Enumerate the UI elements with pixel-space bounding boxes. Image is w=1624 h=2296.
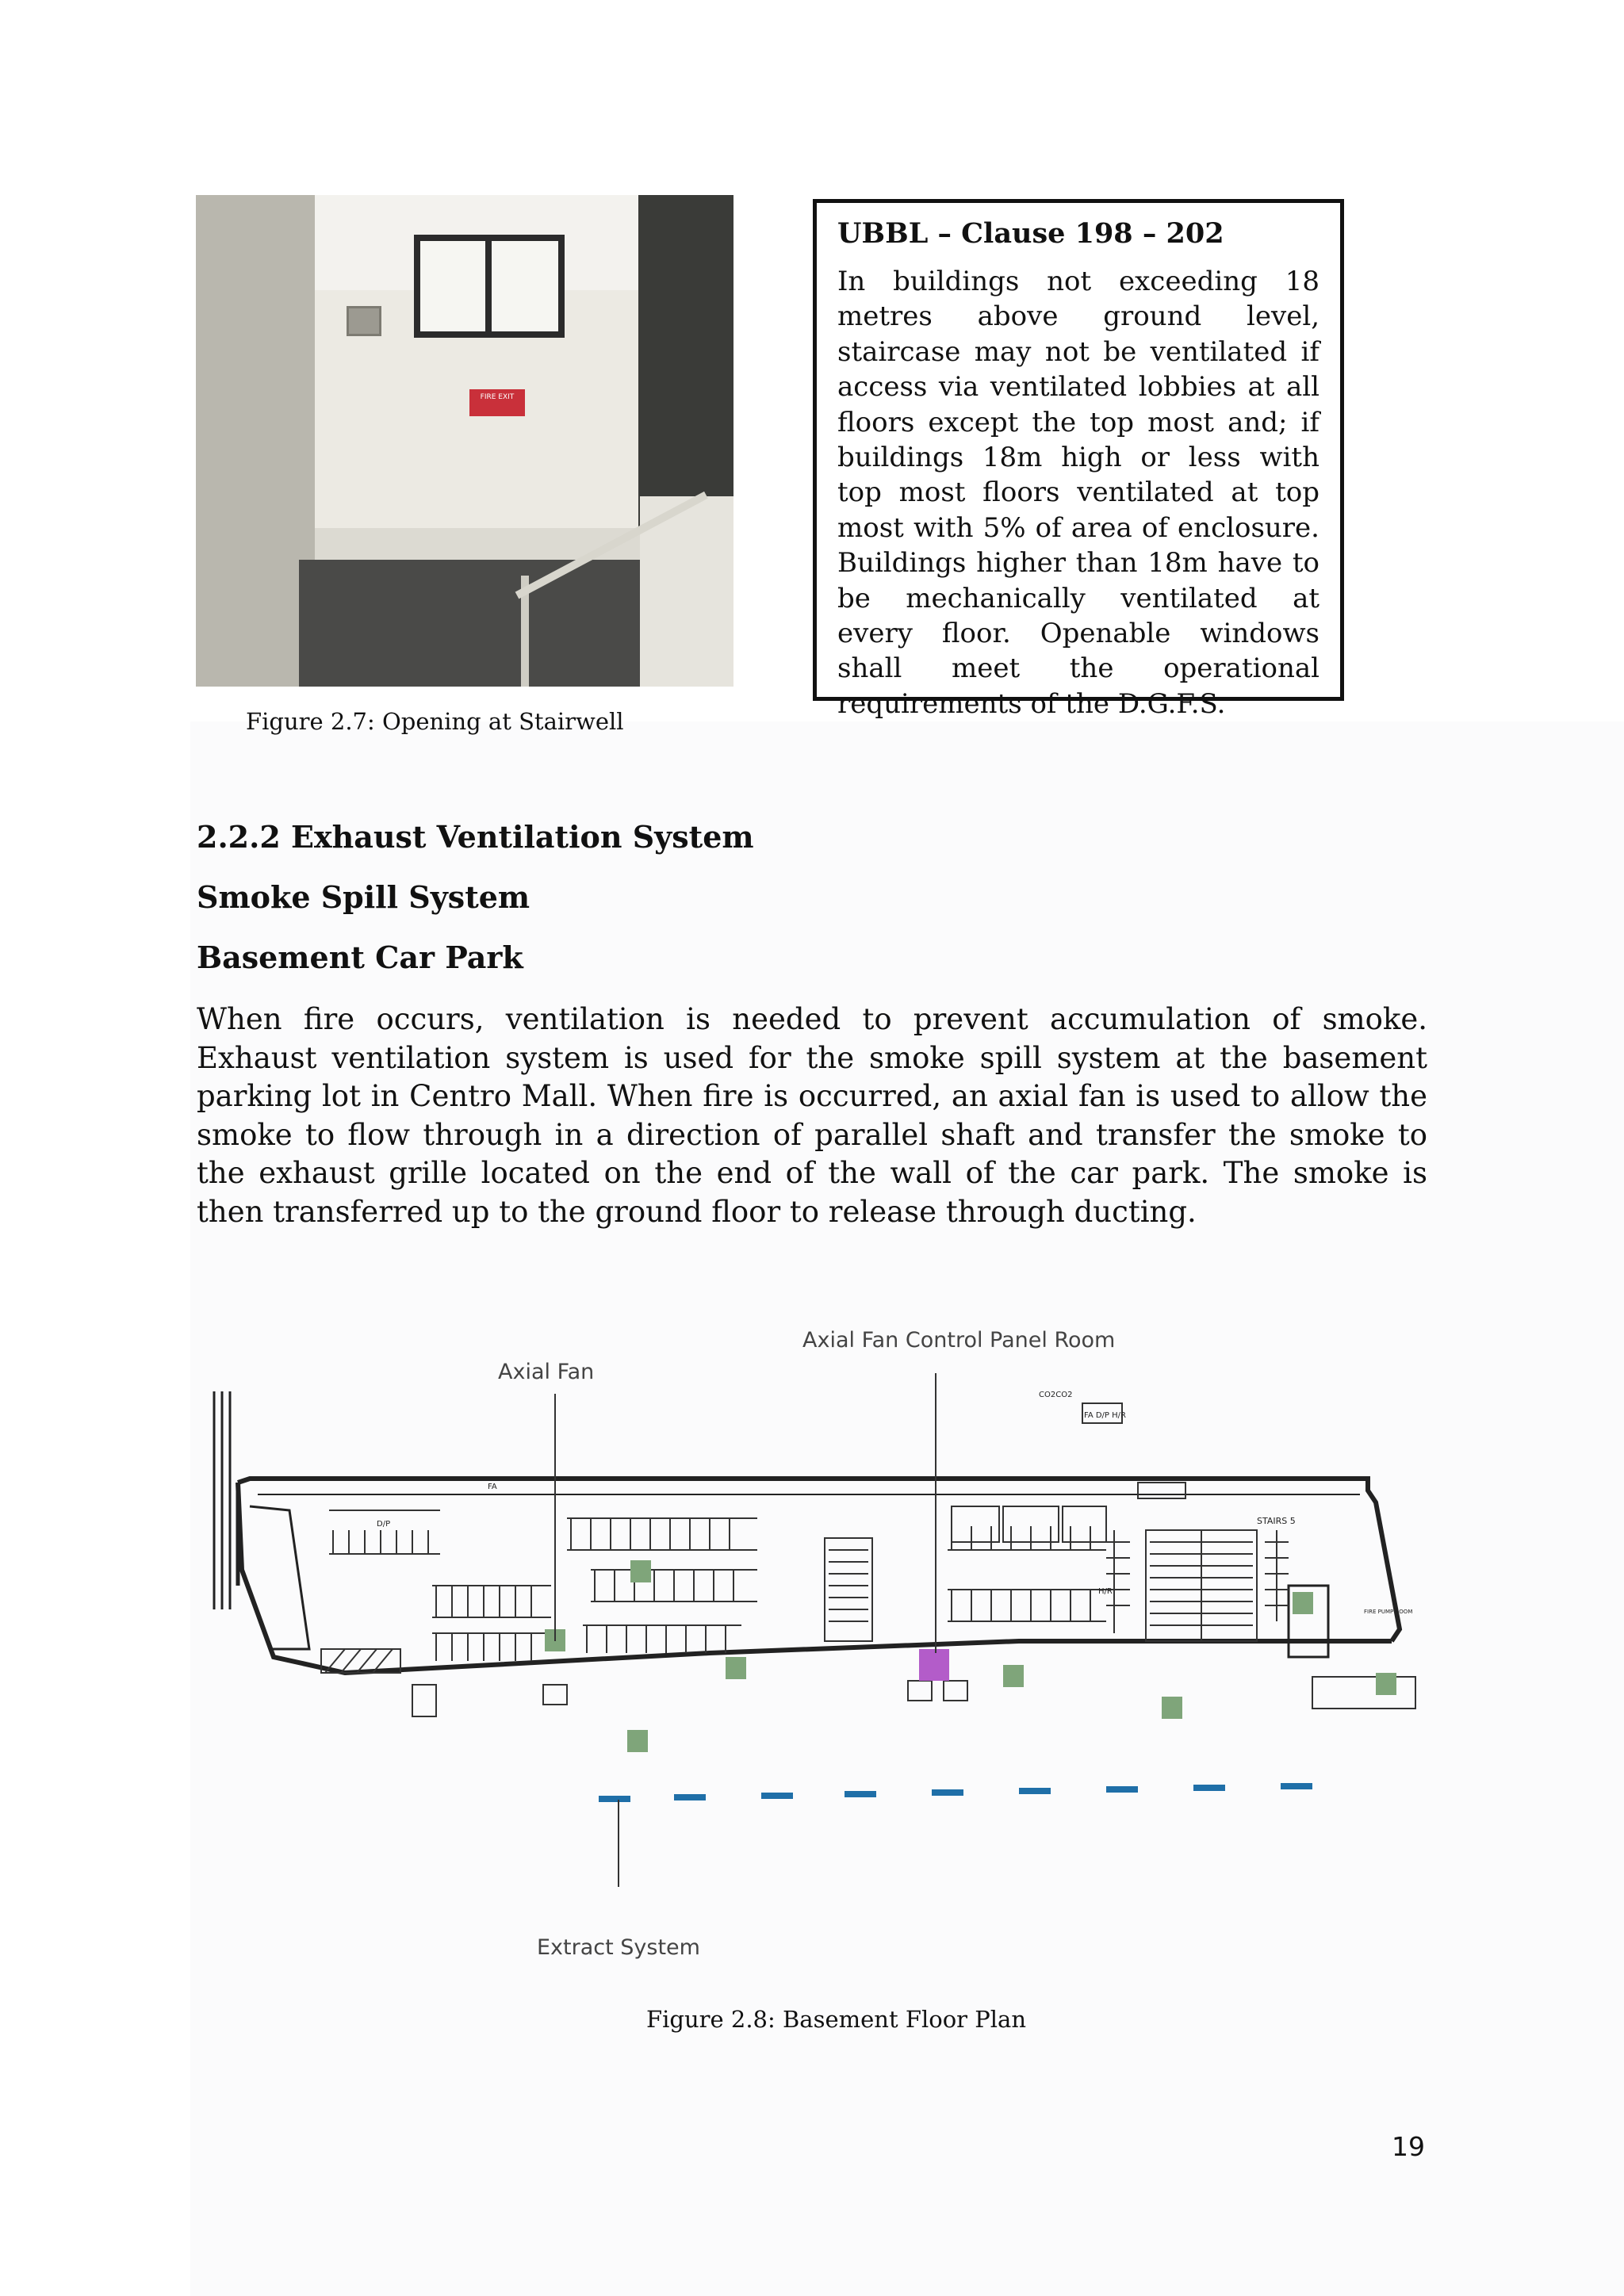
photo-window bbox=[414, 235, 565, 338]
axial-fan-marker bbox=[1376, 1673, 1396, 1695]
extract-grille-marker bbox=[1106, 1786, 1138, 1793]
plan-text-co2: CO2CO2 bbox=[1039, 1391, 1073, 1399]
photo-caption: Figure 2.7: Opening at Stairwell bbox=[246, 708, 624, 735]
plan-text-fa-dp-hr: FA D/P H/R bbox=[1084, 1411, 1126, 1420]
photo-left-wall bbox=[196, 195, 315, 687]
axial-fan-marker bbox=[1003, 1665, 1024, 1687]
ubbl-clause-box bbox=[813, 199, 1344, 720]
extract-grille-marker bbox=[932, 1789, 963, 1796]
stairwell-photo bbox=[196, 195, 733, 687]
extract-grille-marker bbox=[599, 1796, 630, 1802]
control-panel-room-label: Axial Fan Control Panel Room bbox=[802, 1328, 1116, 1353]
page-number: 19 bbox=[1392, 2131, 1425, 2162]
plan-text-fa: FA bbox=[488, 1483, 497, 1491]
smoke-spill-heading: Smoke Spill System bbox=[197, 879, 530, 915]
control-panel-room-marker bbox=[919, 1649, 949, 1681]
extract-system-label: Extract System bbox=[537, 1935, 700, 1960]
ubbl-clause-title: UBBL – Clause 198 – 202 bbox=[837, 217, 1224, 250]
photo-landing bbox=[299, 560, 664, 687]
section-heading: 2.2.2 Exhaust Ventilation System bbox=[197, 819, 754, 855]
plan-text-pump-room: FIRE PUMP ROOM bbox=[1364, 1609, 1413, 1615]
extract-grille-marker bbox=[674, 1794, 706, 1800]
fire-exit-sign: FIRE EXIT bbox=[469, 389, 525, 416]
plan-text-hr: H/R bbox=[1098, 1587, 1113, 1596]
plan-text-dp: D/P bbox=[377, 1520, 391, 1529]
plan-text-stairs: STAIRS 5 bbox=[1257, 1516, 1296, 1526]
axial-fan-marker bbox=[627, 1730, 648, 1752]
axial-fan-label: Axial Fan bbox=[498, 1360, 595, 1384]
extract-grille-marker bbox=[845, 1791, 876, 1797]
floor-plan-caption: Figure 2.8: Basement Floor Plan bbox=[646, 2006, 1026, 2033]
section-paragraph: When fire occurs, ventilation is needed to prevent accumulation of smoke. Exhaust ventilation system is used for the smoke spill system at the basement parking lot in Centro Mall. When fire is occurred, an axial fan is used to allow the smoke to flow through in a direction of parallel shaft and transfer the smoke to the exhaust grille located on the end of the wall of the car park. The smoke is then transferred up to the ground floor to release through ducting. bbox=[197, 1002, 1427, 1229]
extract-grille-marker bbox=[1019, 1788, 1051, 1794]
extract-grille-marker bbox=[761, 1793, 793, 1799]
photo-vent bbox=[347, 306, 381, 336]
axial-fan-marker bbox=[726, 1657, 746, 1679]
extract-grille-marker bbox=[1193, 1785, 1225, 1791]
photo-landing-wall bbox=[315, 528, 648, 563]
basement-floor-plan bbox=[202, 1348, 1455, 1887]
axial-fan-marker bbox=[630, 1560, 651, 1582]
axial-fan-marker bbox=[1293, 1592, 1313, 1614]
extract-grille-marker bbox=[1281, 1783, 1312, 1789]
floor-plan-drawing bbox=[202, 1348, 1455, 1887]
axial-fan-marker bbox=[1162, 1697, 1182, 1719]
ubbl-clause-text: In buildings not exceeding 18 metres above ground level, staircase may not be ventilated if access via ventilated lobbies at all floors except the top most and; if buildings 18m high or less with top most floors ventilated at top most with 5% of area of enclosure. Buildings higher than 18m have to be mechanically ventilated at every floor. Openable windows shall meet the operational requirements of the D.G.F.S. bbox=[837, 266, 1320, 720]
basement-car-park-heading: Basement Car Park bbox=[197, 939, 523, 975]
